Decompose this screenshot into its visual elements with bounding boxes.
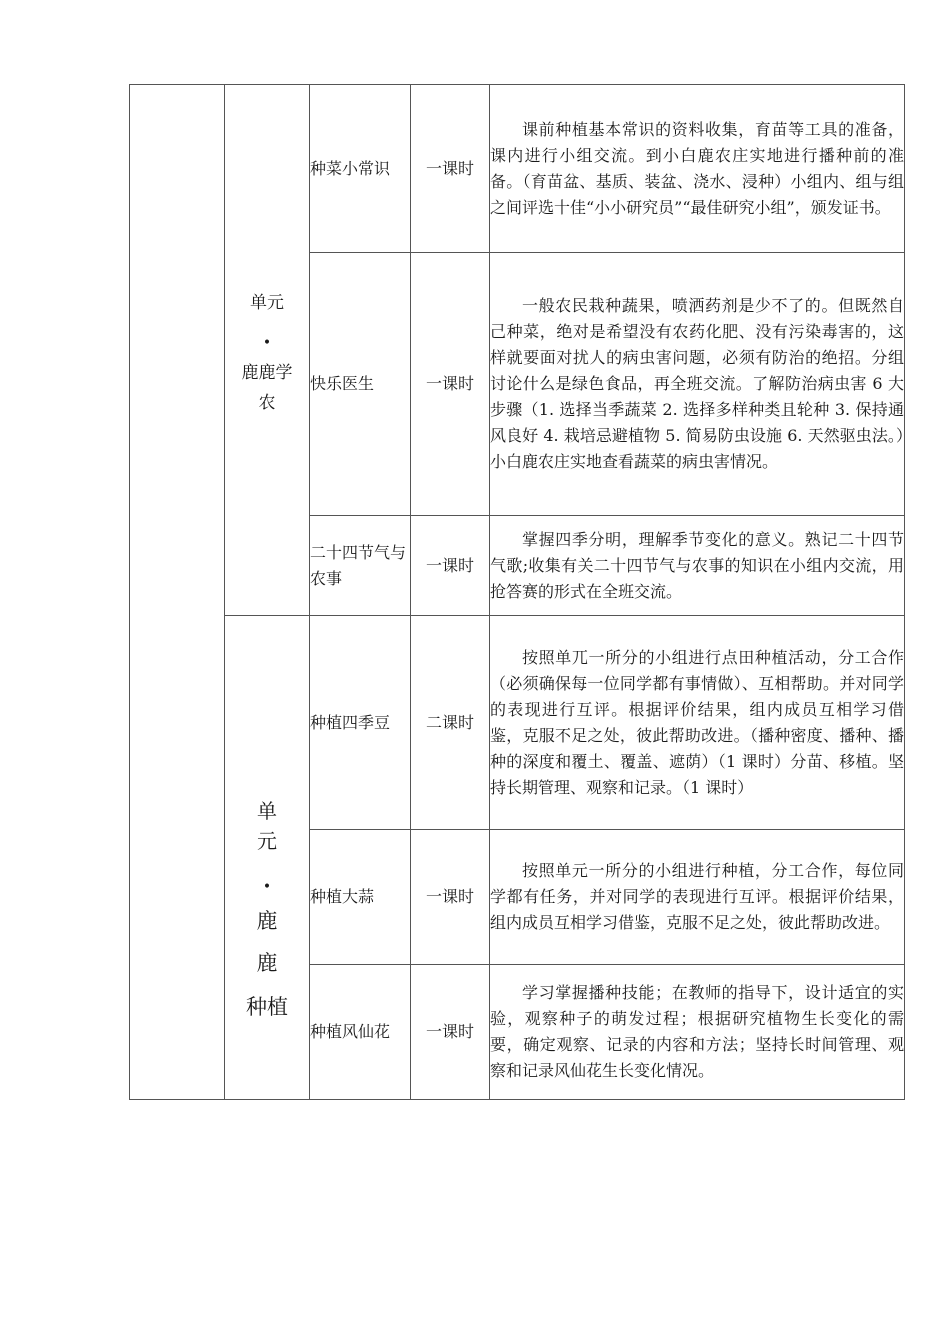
lesson-description-cell — [490, 253, 905, 516]
lesson-description: 课前种植基本常识的资料收集，育苗等工具的准备，课内进行小组交流。到小白鹿农庄实地进行播种前的准备。（育苗盆、基质、装盆、浇水、浸种）小组内、组与组之间评选十佳“小小研究员”“最佳研究小组”，颁发证书。 — [490, 119, 904, 217]
table-row — [130, 85, 905, 253]
lesson-description-cell — [490, 616, 905, 830]
lesson-description: 一般农民栽种蔬果，喷洒药剂是少不了的。但既然自己种菜，绝对是希望没有农药化肥、没有污染毒害的，这样就要面对扰人的病虫害问题，必须有防治的绝招。分组讨论什么是绿色食品，再全班交流。了解防治病虫害 6 大步骤（1. 选择当季蔬菜 2. 选择多样种类且轮种 3. 保持通风良好 4. 栽培忌避植物 5. 简易防虫设施 6. 天然驱虫法。）小白鹿农庄实地查看蔬菜的病虫害情况。 — [490, 296, 904, 471]
unit-title-bullet: • — [262, 335, 272, 351]
unit-title-line: 单元 — [250, 293, 284, 313]
lesson-description-cell — [490, 85, 905, 253]
unit-title-bullet: • — [262, 878, 272, 895]
unit-title-cell — [225, 85, 310, 616]
unit-title-line: 鹿 — [256, 950, 278, 975]
lesson-description-cell — [490, 965, 905, 1100]
unit-title-line: 元 — [257, 828, 277, 853]
lesson-name: 快乐医生 — [310, 253, 411, 516]
unit-title-line: 农 — [258, 393, 276, 413]
lesson-hours: 一课时 — [411, 965, 490, 1100]
unit-title-line: 鹿鹿学 — [241, 363, 293, 383]
unit-title-line: 鹿 — [256, 908, 278, 933]
lesson-hours: 一课时 — [411, 85, 490, 253]
lesson-name: 种植风仙花 — [310, 965, 411, 1100]
lesson-description-cell — [490, 516, 905, 616]
lesson-hours: 二课时 — [411, 616, 490, 830]
lesson-description: 按照单兀一所分的小组进行点田种植活动，分工合作（必须确保每一位同学都有事情做）、互相帮助。并对同学的表现进行互评。根据评价结果，组内成员互相学习借鉴，克服不足之处，彼此帮助改进。（播种密度、播种、播种的深度和覆土、覆盖、遮荫）（1 课时）分苗、移植。坚持长期管理、观察和记录。（1 课时） — [490, 647, 904, 797]
lesson-name: 二十四节气与农事 — [310, 516, 411, 616]
lesson-description: 按照单元一所分的小组进行种植，分工合作，每位同学都有任务，并对同学的表现进行互评。根据评价结果，组内成员互相学习借鉴，克服不足之处，彼此帮助改进。 — [490, 861, 904, 932]
lesson-description: 掌握四季分明，理解季节变化的意义。熟记二十四节气歌;收集有关二十四节气与农事的知识在小组内交流，用抢答赛的形式在全班交流。 — [490, 529, 904, 601]
unit-title-line: 种植 — [246, 994, 288, 1019]
table-row — [130, 616, 905, 830]
unit-title-line: 单 — [257, 798, 277, 823]
curriculum-table — [129, 84, 905, 1100]
unit-title-cell — [225, 616, 310, 1100]
lesson-hours: 一课时 — [411, 253, 490, 516]
lesson-description-cell — [490, 830, 905, 965]
lesson-description: 学习掌握播种技能；在教师的指导下，设计适宜的实验，观察种子的萌发过程；根据研究植物生长变化的需要，确定观察、记录的内容和方法；坚持长时间管理、观察和记录风仙花生长变化情况。 — [490, 983, 904, 1080]
lesson-name: 种菜小常识 — [310, 85, 411, 253]
lesson-name: 种植四季豆 — [310, 616, 411, 830]
lesson-hours: 一课时 — [411, 830, 490, 965]
lesson-name: 种植大蒜 — [310, 830, 411, 965]
blank-column-cell — [130, 85, 225, 1100]
lesson-hours: 一课时 — [411, 516, 490, 616]
